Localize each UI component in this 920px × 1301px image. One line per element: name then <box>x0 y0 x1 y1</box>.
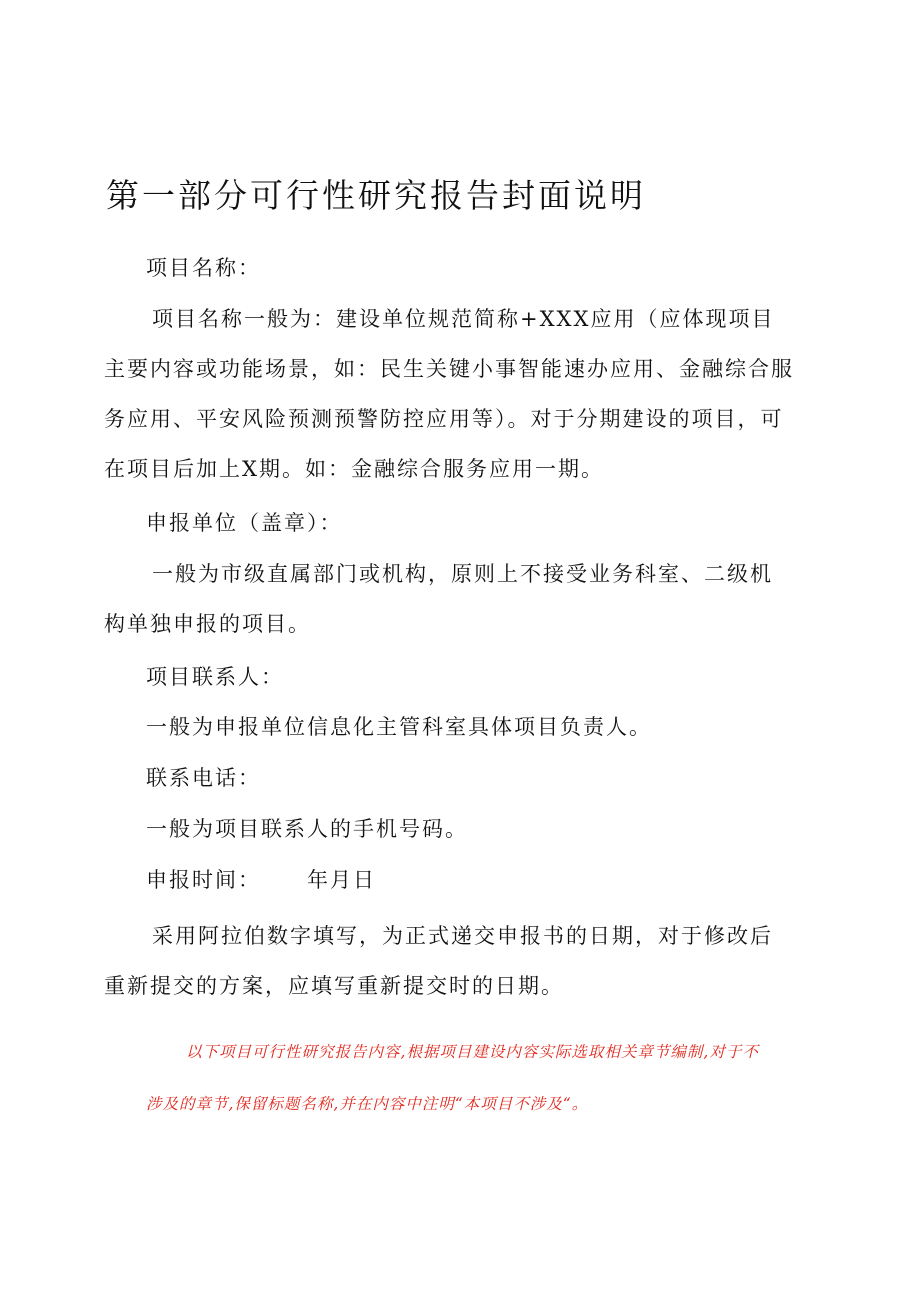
date-line <box>146 865 376 895</box>
contact-label: 项目联系人： <box>146 665 284 689</box>
red-note-line-2: 涉及的章节,保留标题名称,并在内容中注明“本项目不涉及“。 <box>146 1095 589 1113</box>
phone-label: 联系电话： <box>146 766 261 790</box>
date-description: 采用阿拉伯数字填写，为正式递交申报书的日期，对于修改后重新提交的方案，应填写重新提交时的日期。 <box>104 924 773 998</box>
contact-description: 一般为申报单位信息化主管科室具体项目负责人。 <box>146 715 652 739</box>
red-note-line-1: 以下项目可行性研究报告内容,根据项目建设内容实际选取相关章节编制,对于不 <box>186 1043 759 1061</box>
project-name-label: 项目名称： <box>146 256 261 280</box>
date-label: 申报时间： <box>146 868 261 892</box>
applicant-description: 一般为市级直属部门或机构，原则上不接受业务科室、二级机构单独申报的项目。 <box>104 562 773 636</box>
phone-description: 一般为项目联系人的手机号码。 <box>146 817 468 841</box>
date-value: 年月日 <box>307 868 376 892</box>
applicant-label: 申报单位（盖章）： <box>146 511 343 535</box>
page-title: 第一部分可行性研究报告封面说明 <box>106 176 646 215</box>
project-name-description: 项目名称一般为：建设单位规范简称+XXX应用（应体现项目主要内容或功能场景，如：民生关键小事智能速办应用、金融综合服务应用、平安风险预测预警防控应用等）。对于分期建设的项目，可在项目后加上X期。如：金融综合服务应用一期。 <box>104 307 794 481</box>
